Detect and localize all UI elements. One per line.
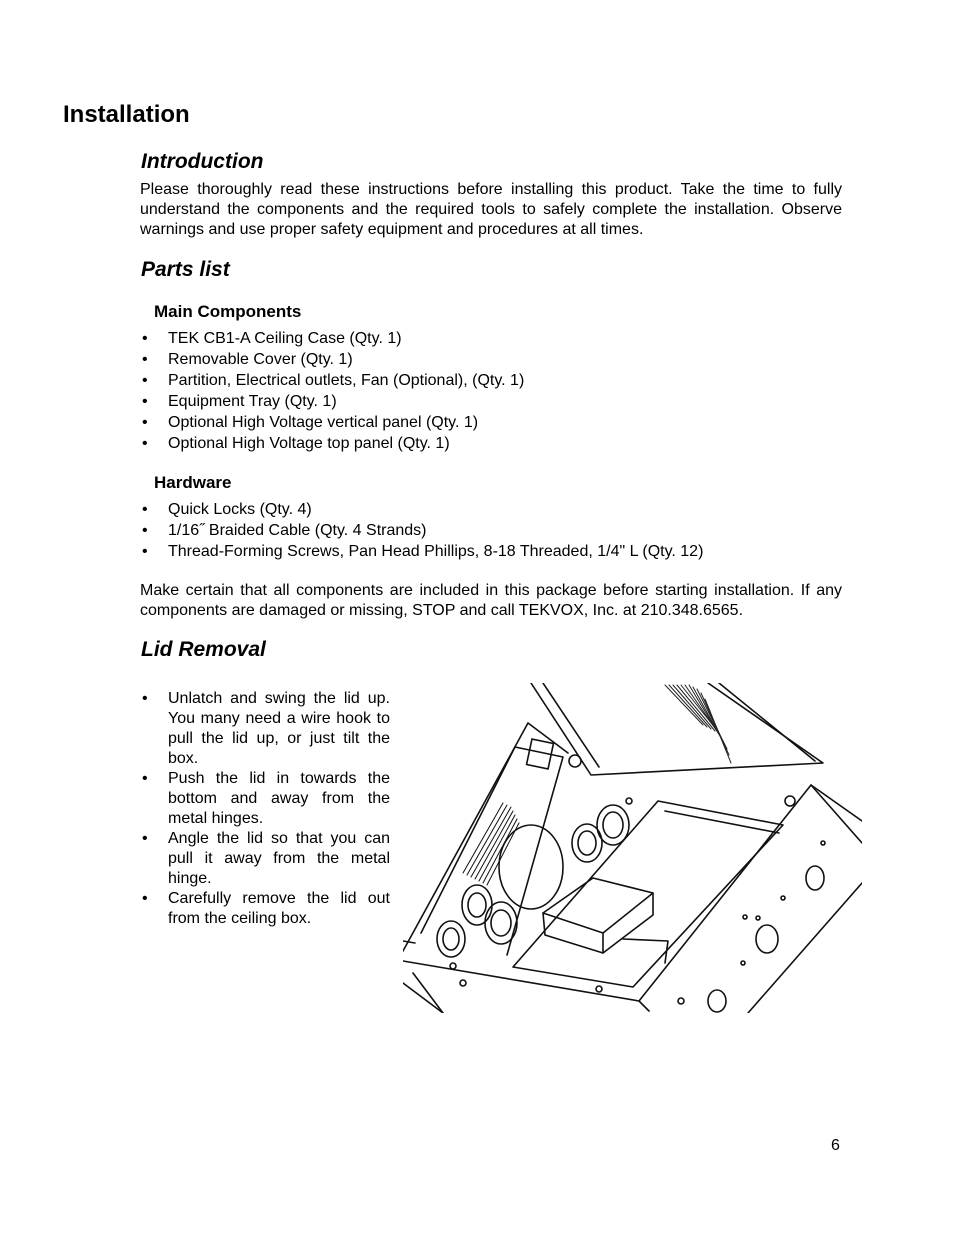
list-item: • Quick Locks (Qty. 4): [140, 499, 703, 520]
page-title: Installation: [63, 101, 190, 128]
parts-check-note: Make certain that all components are included in this package before starting installation. If any components are damaged or missing, STOP and call TEKVOX, Inc. at 210.348.6565.: [140, 582, 842, 619]
list-item: • Push the lid in towards the bottom and away from the metal hinges.: [140, 769, 390, 829]
list-item: • Equipment Tray (Qty. 1): [140, 391, 524, 412]
electrical-outlets: [437, 805, 629, 957]
hardware-list: [140, 499, 703, 562]
ceiling-box-illustration: [403, 683, 862, 1013]
introduction-heading: Introduction: [141, 150, 264, 173]
parts-list-heading: Parts list: [141, 258, 230, 281]
list-item: • Carefully remove the lid out from the ceiling box.: [140, 889, 390, 929]
list-item: • 1/16˝ Braided Cable (Qty. 4 Strands): [140, 520, 703, 541]
lid-removal-heading: Lid Removal: [141, 638, 266, 661]
list-item: • Unlatch and swing the lid up. You many need a wire hook to pull the lid up, or just tilt the box.: [140, 689, 390, 769]
hardware-heading: Hardware: [154, 473, 232, 492]
box-body: [403, 723, 862, 1013]
list-item: • Removable Cover (Qty. 1): [140, 349, 524, 370]
list-item: • TEK CB1-A Ceiling Case (Qty. 1): [140, 328, 524, 349]
list-item: • Thread-Forming Screws, Pan Head Phillips, 8-18 Threaded, 1/4" L (Qty. 12): [140, 541, 703, 562]
open-lid: [531, 683, 823, 806]
list-item: • Optional High Voltage top panel (Qty. 1): [140, 433, 524, 454]
page-number: 6: [831, 1137, 840, 1154]
lid-removal-steps: [140, 689, 390, 929]
main-components-list: [140, 328, 524, 454]
introduction-text: Please thoroughly read these instructions before installing this product. Take the time to fully understand the components and the required tools to safely complete the installation. Observe warnings and use proper safety equipment and procedures at all times.: [140, 181, 842, 238]
main-components-heading: Main Components: [154, 302, 302, 321]
list-item: • Angle the lid so that you can pull it away from the metal hinge.: [140, 829, 390, 889]
list-item: • Optional High Voltage vertical panel (Qty. 1): [140, 412, 524, 433]
list-item: • Partition, Electrical outlets, Fan (Optional), (Qty. 1): [140, 370, 524, 391]
